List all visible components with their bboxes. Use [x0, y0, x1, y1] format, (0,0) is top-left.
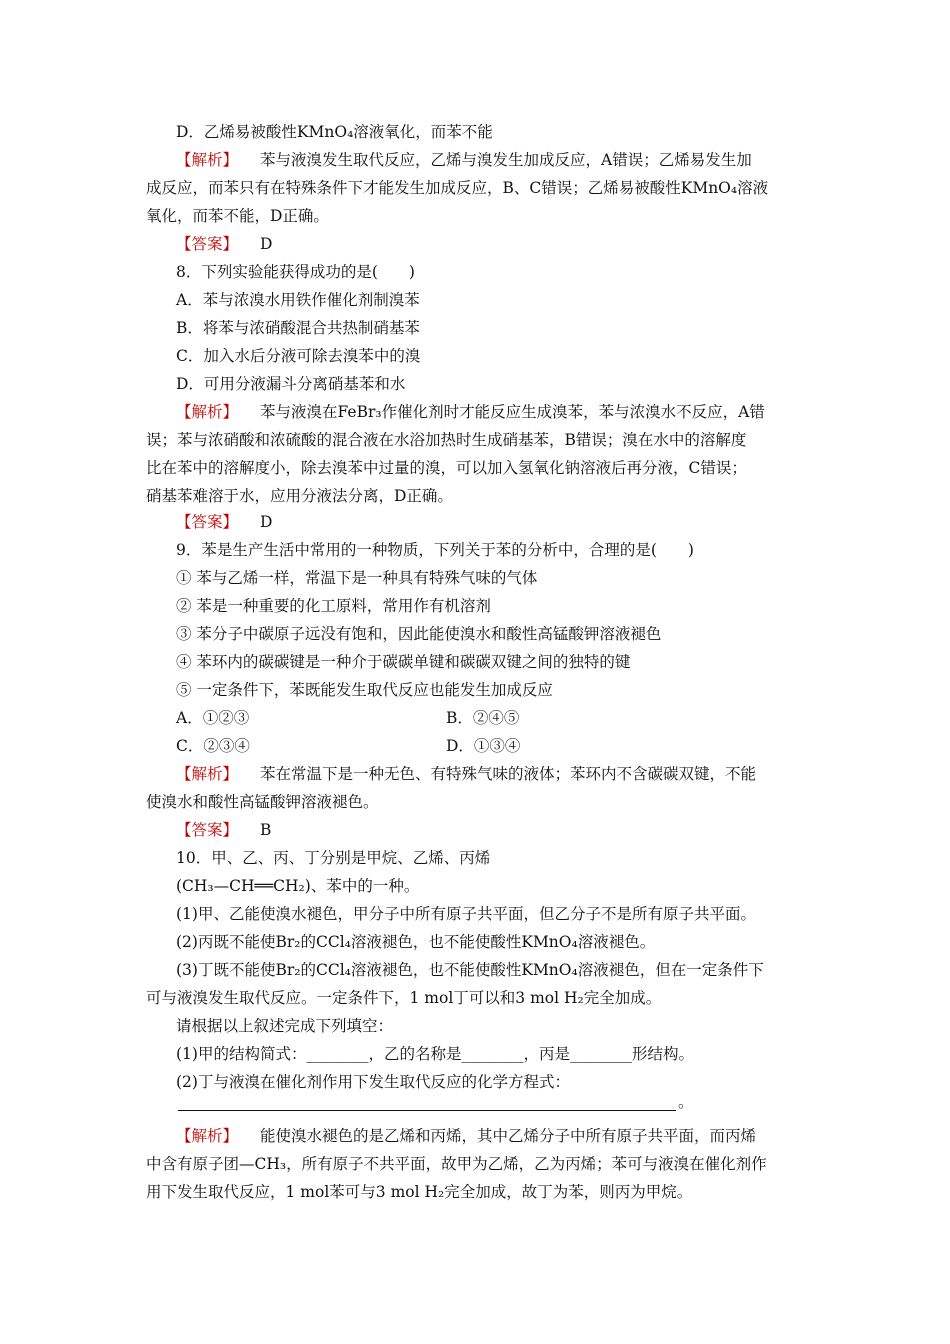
q10-condition-3-line-1: (3)丁既不能使Br₂的CCl₄溶液褪色，也不能使酸性KMnO₄溶液褪色，但在一定条件下 [176, 961, 764, 979]
q8-analysis-line-1: 【解析】 苯与液溴在FeBr₃作催化剂时才能反应生成溴苯，苯与浓溴水不反应，A错 [176, 403, 765, 421]
q10-condition-1: (1)甲、乙能使溴水褪色，甲分子中所有原子共平面，但乙分子不是所有原子共平面。 [176, 905, 756, 923]
q7-analysis-line-3: 氧化，而苯不能，D正确。 [146, 207, 329, 225]
answer-tag: 【答案】 [176, 235, 239, 253]
q10-stem-line-1: 10．甲、乙、丙、丁分别是甲烷、乙烯、丙烯 [176, 849, 491, 867]
q10-analysis-line-2: 中含有原子团—CH₃，所有原子不共平面，故甲为乙烯，乙为丙烯；苯可与液溴在催化剂作 [146, 1155, 767, 1173]
q7-analysis-line-1: 【解析】 苯与液溴发生取代反应，乙烯与溴发生加成反应，A错误；乙烯易发生加 [176, 151, 752, 169]
q8-stem: 8．下列实验能获得成功的是( ) [176, 263, 415, 281]
q8-option-c: C．加入水后分液可除去溴苯中的溴 [176, 347, 421, 365]
analysis-tag: 【解析】 [176, 403, 239, 421]
analysis-tag: 【解析】 [176, 151, 239, 169]
q9-stem: 9．苯是生产生活中常用的一种物质，下列关于苯的分析中，合理的是( ) [176, 541, 694, 559]
q9-item-5: ⑤ 一定条件下，苯既能发生取代反应也能发生加成反应 [176, 681, 553, 699]
q9-analysis-line-2: 使溴水和酸性高锰酸钾溶液褪色。 [146, 793, 379, 811]
q9-item-4: ④ 苯环内的碳碳键是一种介于碳碳单键和碳碳双键之间的独特的键 [176, 653, 631, 671]
q9-option-a: A．①②③ [176, 709, 250, 727]
answer-tag: 【答案】 [176, 821, 239, 839]
q8-answer: 【答案】 D [176, 513, 273, 531]
q10-fill-1: (1)甲的结构简式：________，乙的名称是________，丙是________形结构。 [176, 1045, 694, 1063]
q9-item-1: ① 苯与乙烯一样，常温下是一种具有特殊气味的气体 [176, 569, 538, 587]
q10-fill-2: (2)丁与液溴在催化剂作用下发生取代反应的化学方程式： [176, 1073, 570, 1091]
q10-condition-3-line-2: 可与液溴发生取代反应。一定条件下，1 mol丁可以和3 mol H₂完全加成。 [146, 989, 662, 1007]
q8-option-d: D．可用分液漏斗分离硝基苯和水 [176, 375, 406, 393]
q9-answer: 【答案】 B [176, 821, 272, 839]
answer-blank-line [178, 1094, 676, 1111]
q9-item-3: ③ 苯分子中碳原子远没有饱和，因此能使溴水和酸性高锰酸钾溶液褪色 [176, 625, 662, 643]
q8-analysis-line-3: 比在苯中的溶解度小，除去溴苯中过量的溴，可以加入氢氧化钠溶液后再分液，C错误； [146, 459, 747, 477]
q7-option-d: D．乙烯易被酸性KMnO₄溶液氧化，而苯不能 [176, 123, 493, 141]
q10-stem-line-2: (CH₃—CH══CH₂)、苯中的一种。 [176, 877, 420, 895]
q10-analysis-line-1: 【解析】 能使溴水褪色的是乙烯和丙烯，其中乙烯分子中所有原子共平面，而丙烯 [176, 1127, 757, 1145]
q9-option-c: C．②③④ [176, 737, 250, 755]
q8-analysis-line-2: 误；苯与浓硝酸和浓硫酸的混合液在水浴加热时生成硝基苯，B错误；溴在水中的溶解度 [146, 431, 747, 449]
q10-analysis-line-3: 用下发生取代反应，1 mol苯可与3 mol H₂完全加成，故丁为苯，则丙为甲烷。 [146, 1183, 693, 1201]
analysis-tag: 【解析】 [176, 765, 239, 783]
q8-option-b: B．将苯与浓硝酸混合共热制硝基苯 [176, 319, 420, 337]
q7-answer: 【答案】 D [176, 235, 273, 253]
q10-instruction: 请根据以上叙述完成下列填空： [176, 1017, 394, 1035]
q9-option-d: D．①③④ [446, 737, 521, 755]
q10-condition-2: (2)丙既不能使Br₂的CCl₄溶液褪色，也不能使酸性KMnO₄溶液褪色。 [176, 933, 656, 951]
q9-analysis-line-1: 【解析】 苯在常温下是一种无色、有特殊气味的液体；苯环内不含碳碳双键，不能 [176, 765, 757, 783]
analysis-tag: 【解析】 [176, 1127, 239, 1145]
q9-option-b: B．②④⑤ [446, 709, 520, 727]
answer-tag: 【答案】 [176, 513, 239, 531]
blank-period: 。 [678, 1093, 694, 1111]
q9-item-2: ② 苯是一种重要的化工原料，常用作有机溶剂 [176, 597, 491, 615]
q7-analysis-line-2: 成反应，而苯只有在特殊条件下才能发生加成反应，B、C错误；乙烯易被酸性KMnO₄溶液 [146, 179, 769, 197]
q8-option-a: A．苯与浓溴水用铁作催化剂制溴苯 [176, 291, 420, 309]
q8-analysis-line-4: 硝基苯难溶于水，应用分液法分离，D正确。 [146, 487, 453, 505]
